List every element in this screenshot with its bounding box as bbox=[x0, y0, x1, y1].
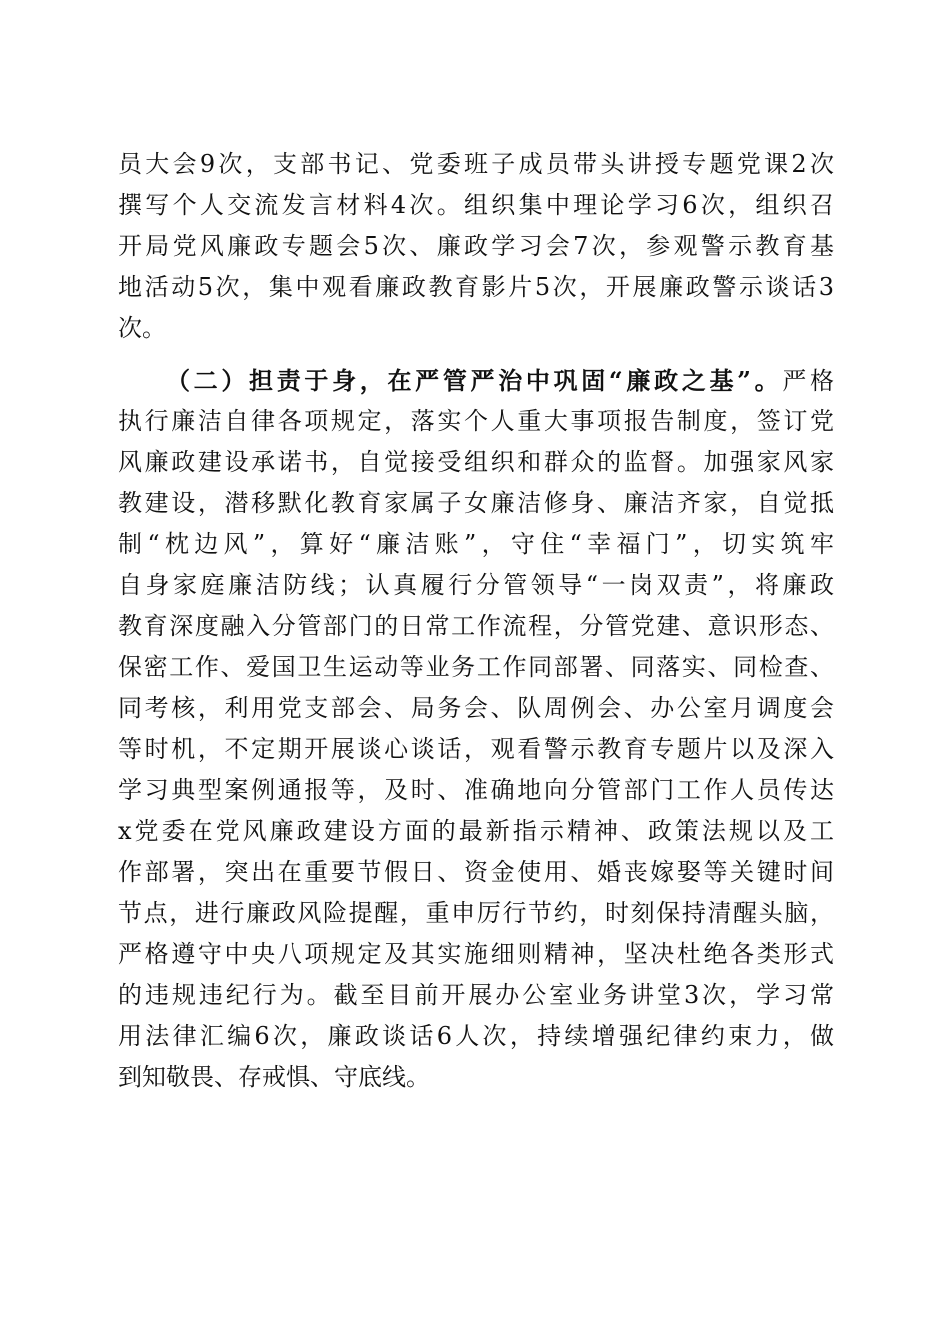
text-line: 员大会9次，支部书记、党委班子成员带头讲授专题党课2次 bbox=[118, 150, 834, 178]
text-line: 地活动5次，集中观看廉政教育影片5次，开展廉政警示谈话3 bbox=[118, 273, 834, 301]
text-line: 制“枕边风”，算好“廉洁账”，守住“幸福门”，切实筑牢 bbox=[118, 530, 834, 558]
text-line: 等时机，不定期开展谈心谈话，观看警示教育专题片以及深入 bbox=[118, 735, 834, 763]
text-line: x党委在党风廉政建设方面的最新指示精神、政策法规以及工 bbox=[118, 817, 834, 845]
section-heading: （二）担责于身，在严管严治中巩固“廉政之基”。 bbox=[166, 366, 783, 395]
text-line: 撰写个人交流发言材料4次。组织集中理论学习6次，组织召 bbox=[118, 191, 834, 219]
document-body bbox=[118, 144, 834, 1098]
text-line: 节点，进行廉政风险提醒，重申厉行节约，时刻保持清醒头脑， bbox=[118, 899, 834, 927]
text-line: 到知敬畏、存戒惧、守底线。 bbox=[118, 1063, 430, 1091]
text-line: 开局党风廉政专题会5次、廉政学习会7次，参观警示教育基 bbox=[118, 232, 834, 260]
text-line: 次。 bbox=[118, 314, 166, 342]
text-line: 执行廉洁自律各项规定，落实个人重大事项报告制度，签订党 bbox=[118, 407, 834, 435]
text-line: 自身家庭廉洁防线；认真履行分管领导“一岗双责”，将廉政 bbox=[118, 571, 834, 599]
text-line: 保密工作、爱国卫生运动等业务工作同部署、同落实、同检查、 bbox=[118, 653, 834, 681]
paragraph-first-line bbox=[118, 360, 834, 401]
paragraph-1 bbox=[118, 144, 834, 349]
text-line: 同考核，利用党支部会、局务会、队周例会、办公室月调度会 bbox=[118, 694, 834, 722]
paragraph-2 bbox=[118, 360, 834, 1098]
text-line: 教建设，潜移默化教育家属子女廉洁修身、廉洁齐家，自觉抵 bbox=[118, 489, 834, 517]
text-line: 风廉政建设承诺书，自觉接受组织和群众的监督。加强家风家 bbox=[118, 448, 834, 476]
text-line: 作部署，突出在重要节假日、资金使用、婚丧嫁娶等关键时间 bbox=[118, 858, 834, 886]
text-line: 用法律汇编6次，廉政谈话6人次，持续增强纪律约束力，做 bbox=[118, 1022, 834, 1050]
text-line: 严格遵守中央八项规定及其实施细则精神，坚决杜绝各类形式 bbox=[118, 940, 834, 968]
text-line: 学习典型案例通报等，及时、准确地向分管部门工作人员传达 bbox=[118, 776, 834, 804]
text-line: 的违规违纪行为。截至目前开展办公室业务讲堂3次，学习常 bbox=[118, 981, 834, 1009]
text-line: 教育深度融入分管部门的日常工作流程，分管党建、意识形态、 bbox=[118, 612, 834, 640]
heading-line-rest: 严格 bbox=[782, 367, 835, 395]
